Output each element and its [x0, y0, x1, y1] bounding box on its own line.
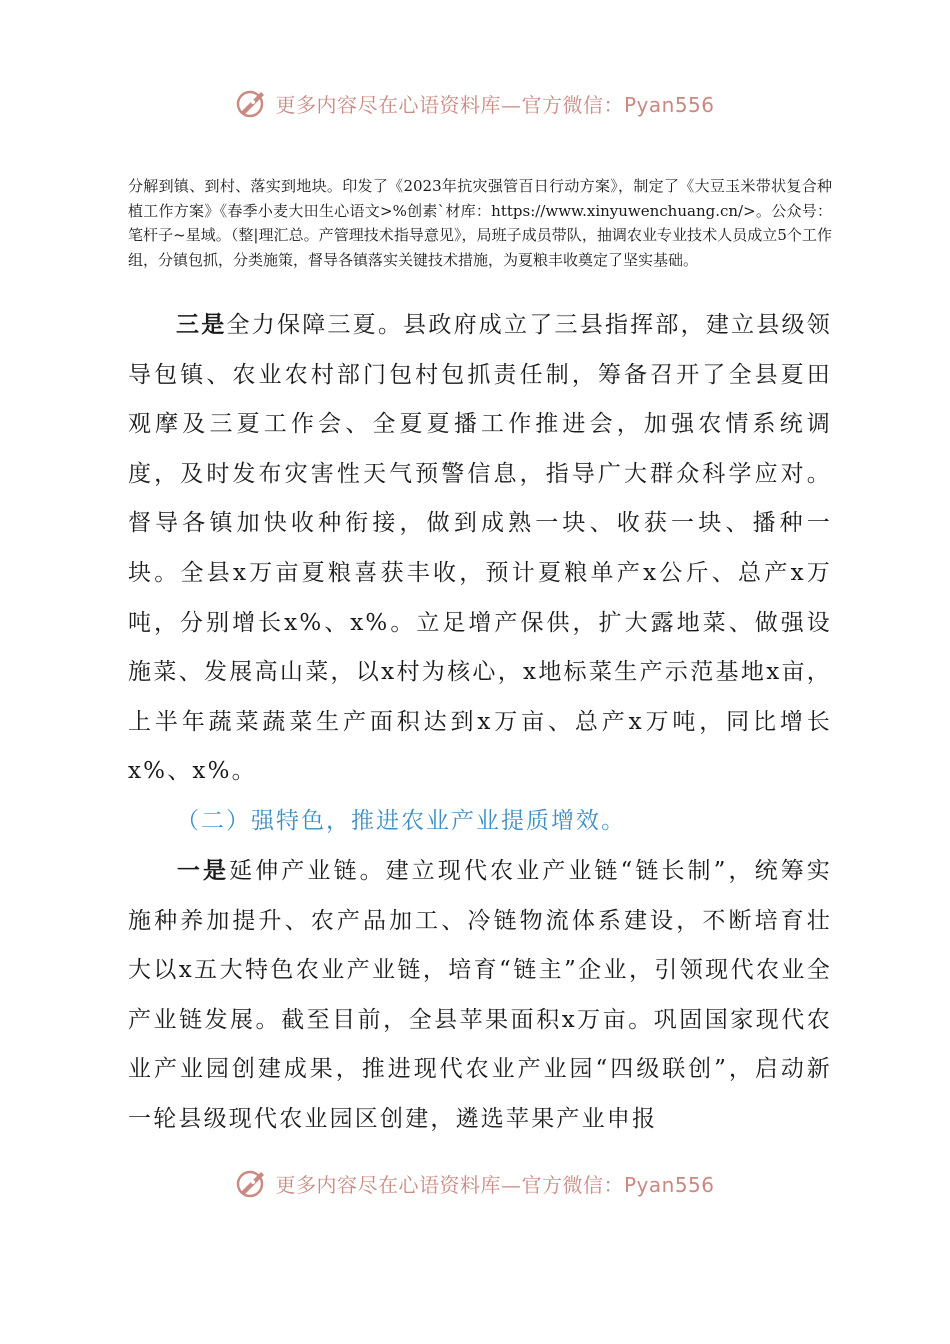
paragraph-yishi: 一是延伸产业链。建立现代农业产业链“链长制”，统筹实施种养加提升、农产品加工、冷链物流体系建设，不断培育壮大以x五大特色农业产业链，培育“链主”企业，引领现代农业全产业链发展。截至目前，全县苹果面积x万亩。巩固国家现代农业产业园创建成果，推进现代农业产业园“四级联创”，启动新一轮县级现代农业园区创建，遴选苹果产业申报: [128, 857, 832, 1132]
paragraph-small: 分解到镇、到村、落实到地块。印发了《2023年抗灾强管百日行动方案》，制定了《大豆玉米带状复合种植工作方案》《春季小麦大田生心语文>%创素`材库：https://www.xinyuwenchuang.cn/>。公众号：笔杆子~星域。（整|理汇总。产管理技术指导意见》，局班子成员带队，抽调农业专业技术人员成立5个工作组，分镇包抓，分类施策，督导各镇落实关键技术措施，为夏粮丰收奠定了坚实基础。: [128, 177, 832, 269]
banner-text: 更多内容尽在心语资料库—官方微信：Pyan556: [275, 92, 715, 117]
footer-banner: [0, 1158, 950, 1208]
paragraph-lead: 一是: [176, 857, 230, 884]
pen-nib-logo-icon: [235, 1166, 269, 1200]
header-banner: [0, 78, 950, 128]
paragraph-sanshi: 三是全力保障三夏。县政府成立了三县指挥部，建立县级领导包镇、农业农村部门包村包抓责任制，筹备召开了全县夏田观摩及三夏工作会、全夏夏播工作推进会，加强农情系统调度，及时发布灾害性天气预警信息，指导广大群众科学应对。督导各镇加快收种衔接，做到成熟一块、收获一块、播种一块。全县x万亩夏粮喜获丰收，预计夏粮单产x公斤、总产x万吨，分别增长x%、x%。立足增产保供，扩大露地菜、做强设施菜、发展高山菜，以x村为核心，x地标菜生产示范基地x亩，上半年蔬菜蔬菜生产面积达到x万亩、总产x万吨，同比增长x%、x%。: [128, 311, 832, 785]
paragraph-lead: 三是: [176, 311, 227, 338]
banner-text: 更多内容尽在心语资料库—官方微信：Pyan556: [275, 1172, 715, 1197]
pen-nib-logo-icon: [235, 86, 269, 120]
section-heading: （二）强特色，推进农业产业提质增效。: [176, 808, 626, 834]
